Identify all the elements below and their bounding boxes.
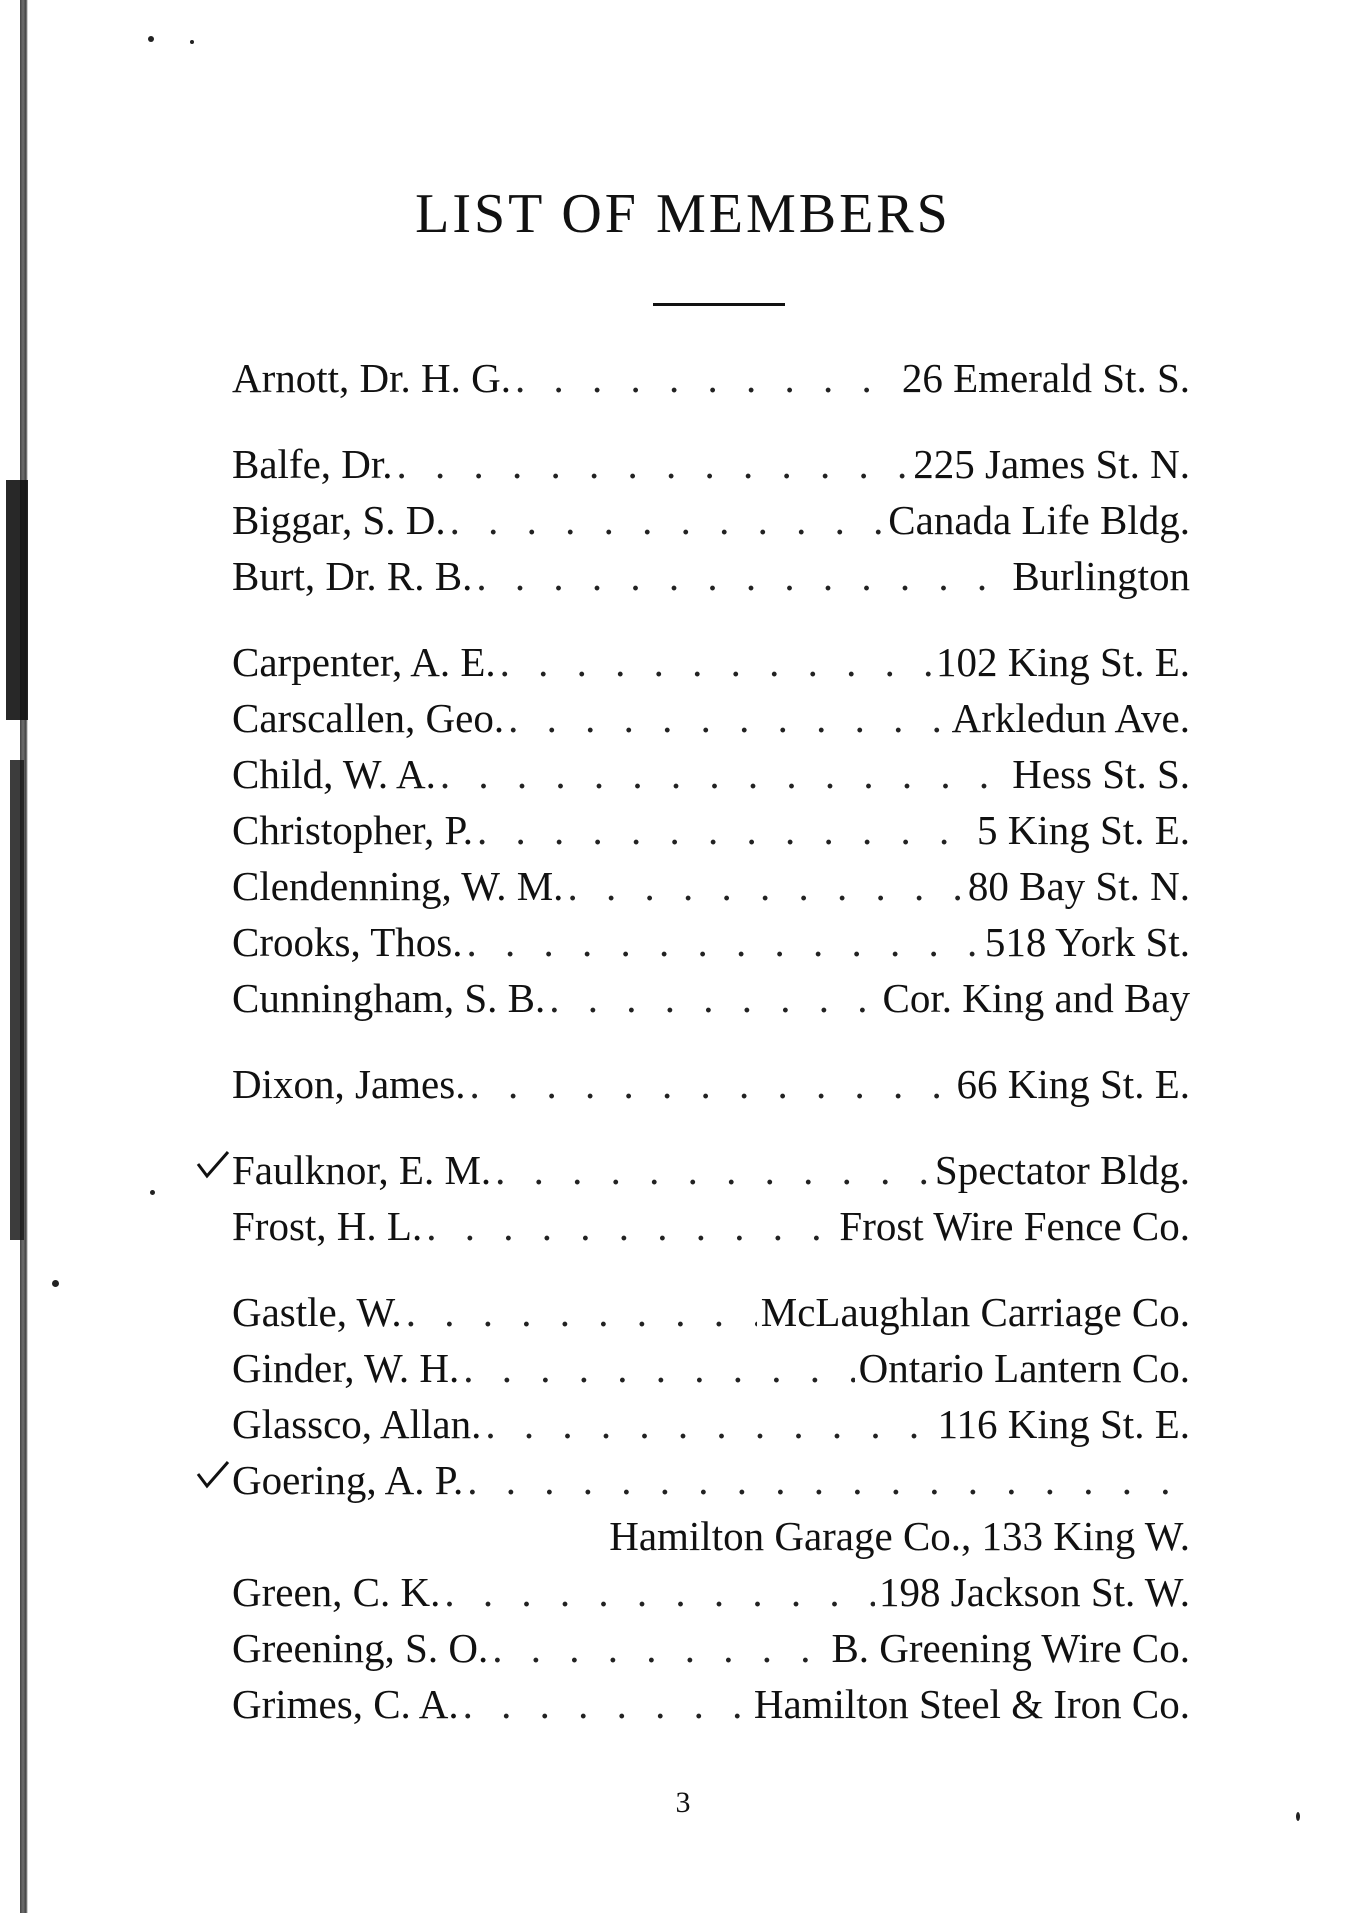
member-name: Carpenter, A. E. <box>232 639 496 685</box>
checkmark-icon <box>196 1148 230 1182</box>
dot-leader <box>469 1056 952 1112</box>
member-name: Cunningham, S. B. <box>232 975 546 1021</box>
member-name: Clendenning, W. M. <box>232 863 564 909</box>
member-entry <box>232 436 1190 492</box>
page-title: LIST OF MEMBERS <box>415 183 951 245</box>
member-name: Christopher, P. <box>232 807 473 853</box>
dot-leader <box>515 350 898 406</box>
member-entry <box>232 914 1190 970</box>
member-entry <box>232 634 1190 690</box>
member-list <box>232 350 1190 1762</box>
member-address: Spectator Bldg. <box>934 1147 1190 1193</box>
title-underline <box>653 303 785 306</box>
ink-speck <box>52 1280 59 1287</box>
member-group <box>232 1284 1190 1732</box>
member-address: Canada Life Bldg. <box>888 497 1190 543</box>
member-name: Faulknor, E. M. <box>232 1147 492 1193</box>
member-group <box>232 1056 1190 1112</box>
member-address: Hess St. S. <box>1012 751 1190 797</box>
member-address: Hamilton Garage Co., 133 King W. <box>609 1513 1190 1559</box>
member-name: Child, W. A. <box>232 751 436 797</box>
dot-leader <box>485 1396 933 1452</box>
checkmark-icon <box>196 1458 230 1492</box>
member-entry <box>232 1508 1190 1564</box>
member-address: Frost Wire Fence Co. <box>839 1203 1190 1249</box>
member-entry <box>232 1340 1190 1396</box>
member-address: 102 King St. E. <box>936 639 1190 685</box>
member-entry <box>232 1676 1190 1732</box>
member-name: Biggar, S. D. <box>232 497 446 543</box>
dot-leader <box>463 1676 750 1732</box>
member-name: Green, C. K. <box>232 1569 441 1615</box>
ink-speck <box>150 1190 155 1195</box>
dot-leader <box>492 1620 827 1676</box>
member-address: 518 York St. <box>984 919 1190 965</box>
member-group <box>232 436 1190 604</box>
member-address: 66 King St. E. <box>956 1061 1190 1107</box>
member-address: Burlington <box>1012 553 1190 599</box>
member-name: Dixon, James. <box>232 1061 466 1107</box>
member-entry <box>232 1396 1190 1452</box>
member-address: 26 Emerald St. S. <box>901 355 1190 401</box>
dot-leader <box>466 914 980 970</box>
member-entry <box>232 1142 1190 1198</box>
member-entry <box>232 858 1190 914</box>
dot-leader <box>444 1564 875 1620</box>
member-entry <box>232 746 1190 802</box>
binding-edge-shadow <box>6 480 28 720</box>
page-number: 3 <box>675 1786 691 1819</box>
dot-leader <box>440 746 1008 802</box>
dot-leader <box>463 1340 854 1396</box>
member-address: 225 James St. N. <box>913 441 1190 487</box>
member-name: Carscallen, Geo. <box>232 695 505 741</box>
member-address: McLaughlan Carriage Co. <box>760 1289 1190 1335</box>
member-group <box>232 350 1190 406</box>
member-entry <box>232 1284 1190 1340</box>
member-address: 198 Jackson St. W. <box>879 1569 1190 1615</box>
member-name: Burt, Dr. R. B. <box>232 553 473 599</box>
member-name: Goering, A. P. <box>232 1457 464 1503</box>
member-address: Hamilton Steel & Iron Co. <box>753 1681 1190 1727</box>
member-address: 5 King St. E. <box>977 807 1190 853</box>
member-entry <box>232 1620 1190 1676</box>
member-name: Ginder, W. H. <box>232 1345 460 1391</box>
dot-leader <box>477 802 973 858</box>
dot-leader <box>397 436 910 492</box>
dot-leader <box>467 1452 1186 1508</box>
member-entry <box>232 492 1190 548</box>
member-name: Frost, H. L. <box>232 1203 423 1249</box>
member-name: Gastle, W. <box>232 1289 402 1335</box>
dot-leader <box>500 634 932 690</box>
member-entry <box>232 350 1190 406</box>
dot-leader <box>567 858 963 914</box>
dot-leader <box>476 548 1008 604</box>
ink-speck <box>148 36 154 42</box>
member-name: Greening, S. O. <box>232 1625 489 1671</box>
member-name: Glassco, Allan. <box>232 1401 482 1447</box>
member-entry <box>232 690 1190 746</box>
member-address: Arkledun Ave. <box>951 695 1190 741</box>
member-name: Balfe, Dr. <box>232 441 393 487</box>
member-address: Cor. King and Bay <box>882 975 1190 1021</box>
dot-leader <box>426 1198 835 1254</box>
dot-leader <box>508 690 948 746</box>
member-entry <box>232 970 1190 1026</box>
dot-leader <box>549 970 878 1026</box>
member-entry <box>232 802 1190 858</box>
member-entry <box>232 1056 1190 1112</box>
member-name: Grimes, C. A. <box>232 1681 459 1727</box>
member-name: Crooks, Thos. <box>232 919 463 965</box>
member-entry <box>232 1452 1190 1508</box>
member-entry <box>232 548 1190 604</box>
member-address: Ontario Lantern Co. <box>858 1345 1190 1391</box>
dot-leader <box>495 1142 931 1198</box>
member-address: 80 Bay St. N. <box>967 863 1190 909</box>
member-address: B. Greening Wire Co. <box>831 1625 1190 1671</box>
dot-leader <box>450 492 885 548</box>
binding-edge-shadow <box>10 760 24 1240</box>
member-name: Arnott, Dr. H. G. <box>232 355 512 401</box>
member-entry <box>232 1564 1190 1620</box>
ink-speck <box>190 40 194 44</box>
member-group <box>232 634 1190 1026</box>
member-entry <box>232 1198 1190 1254</box>
dot-leader <box>406 1284 757 1340</box>
member-address: 116 King St. E. <box>937 1401 1190 1447</box>
member-group <box>232 1142 1190 1254</box>
